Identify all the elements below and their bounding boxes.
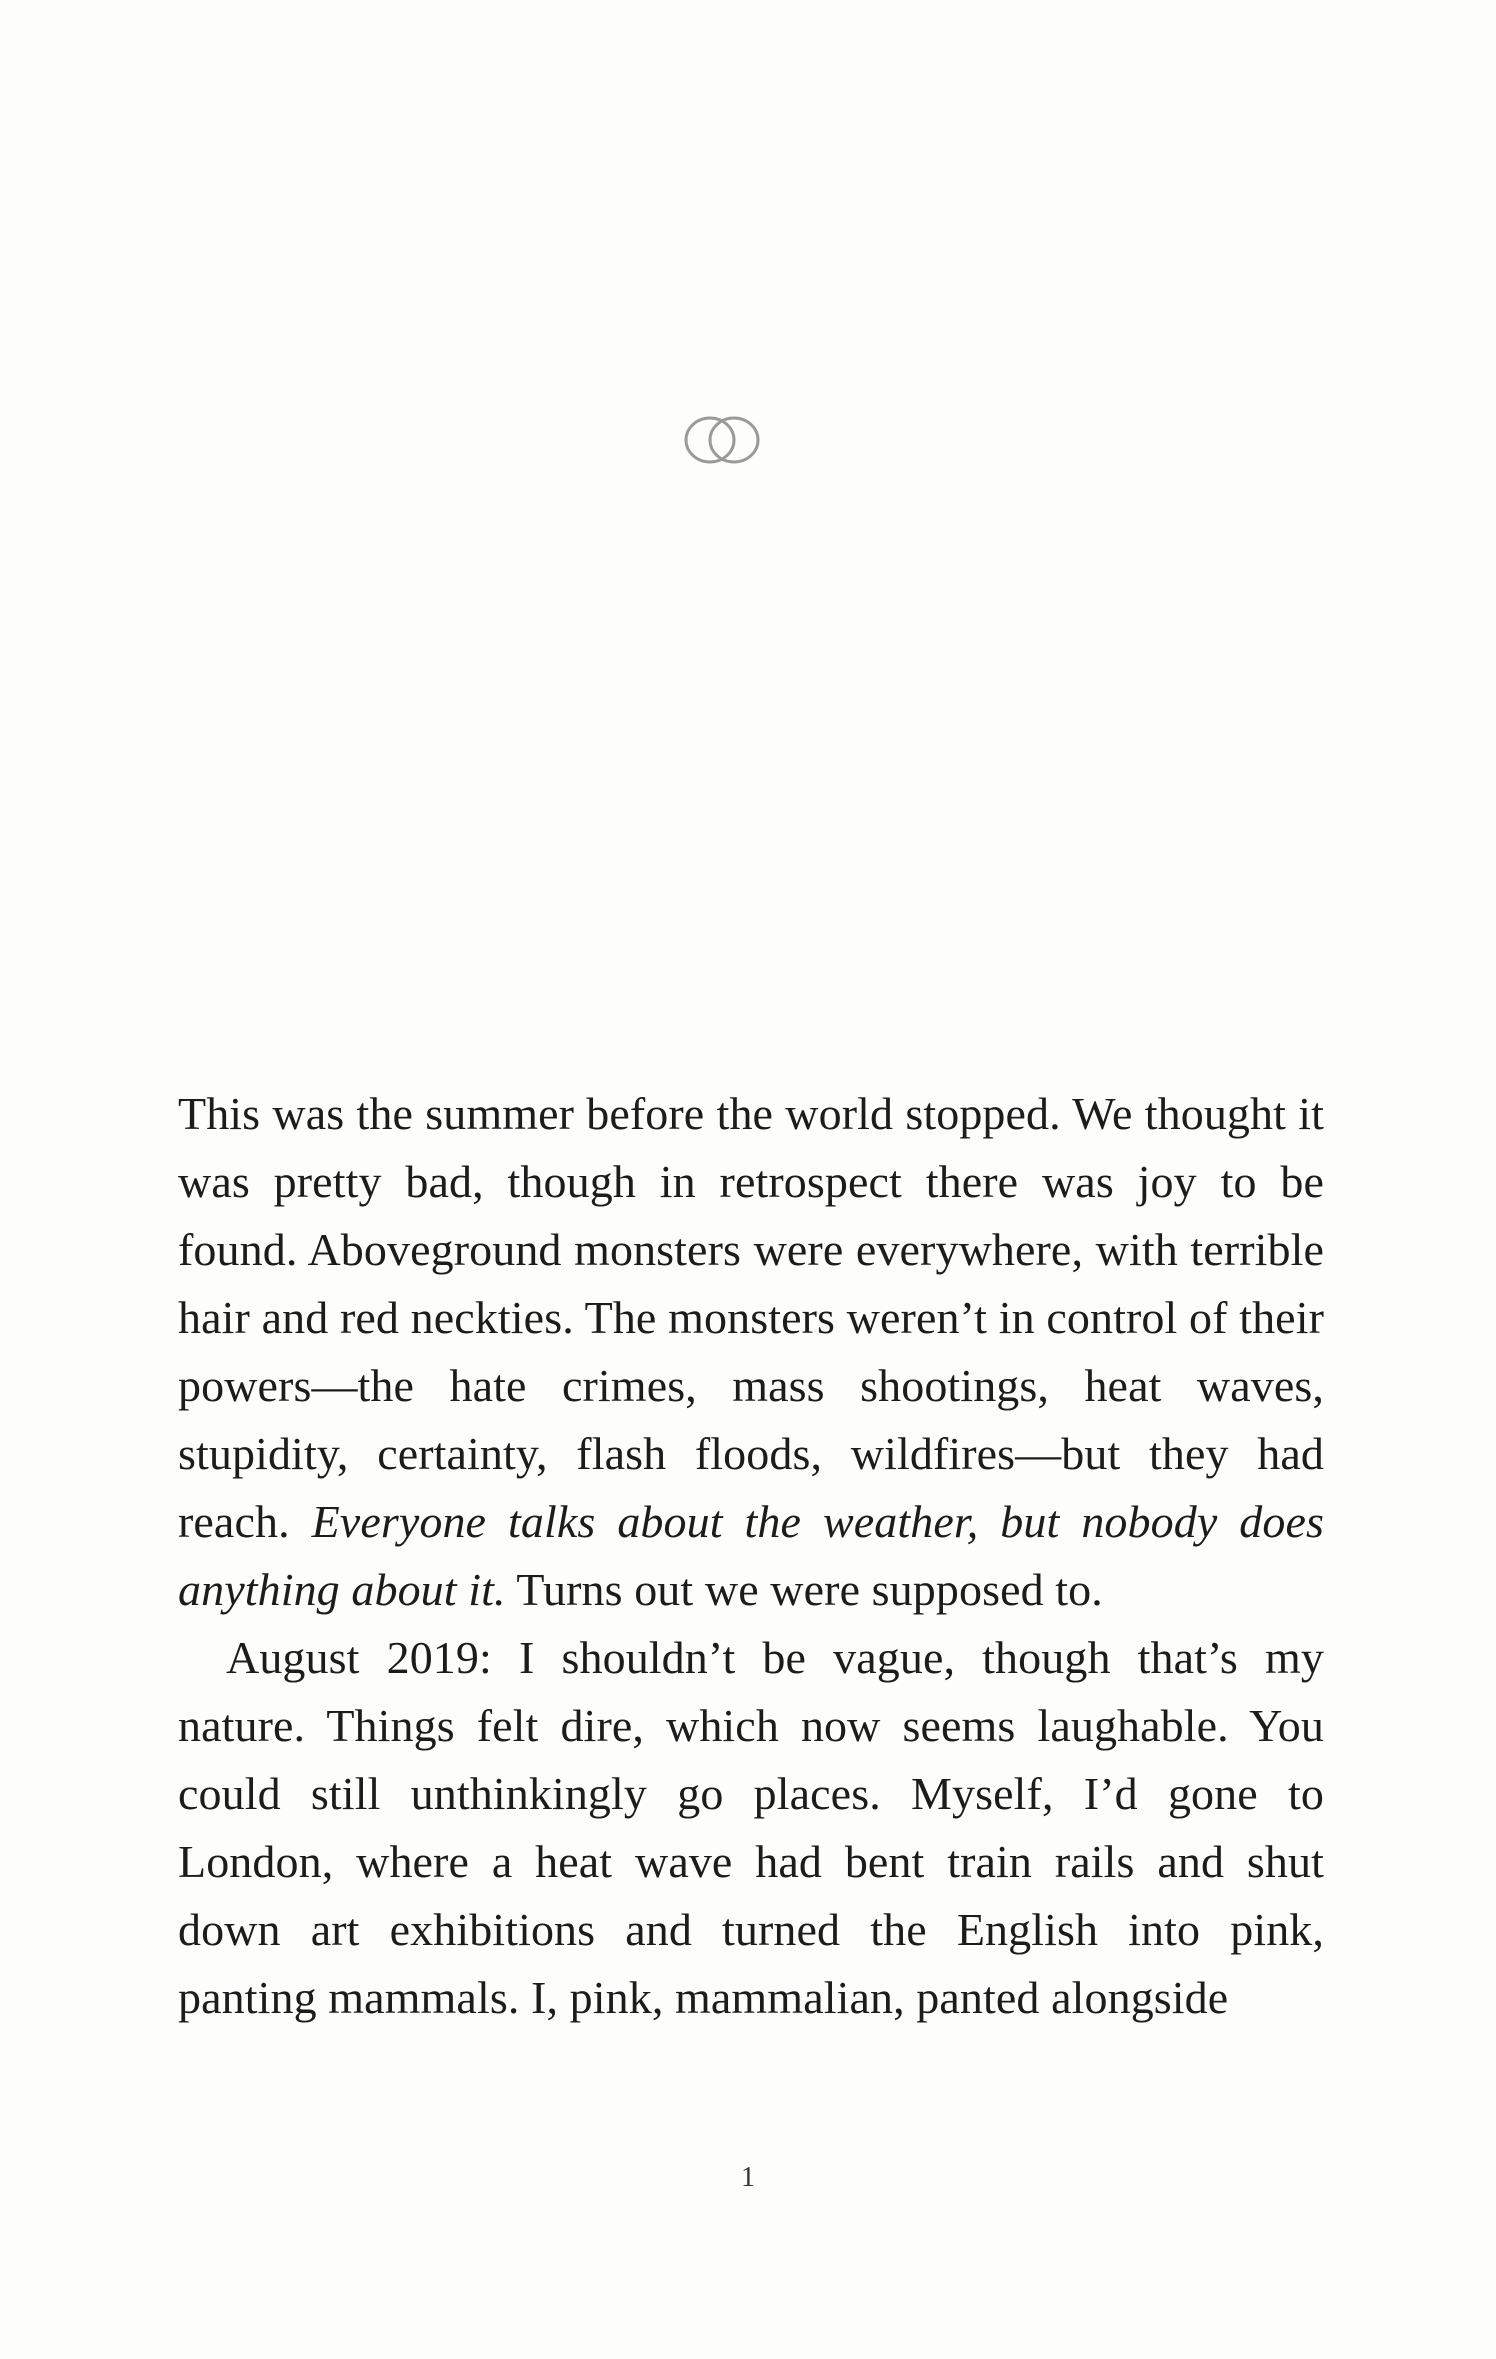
paragraph-2 [178, 1624, 1324, 2032]
paragraph-1-text: This was the summer before the world stopped. We thought it was pretty bad, though in retrospect there was joy to be found. Aboveground monsters were everywhere, with terrible hair and red neckties. The monsters weren’t in control of their powers—the hate crimes, mass shootings, heat waves, stupidity, certainty, flash floods, wildfires—but they had reach. [178, 1088, 1324, 1547]
paragraph-1-tail: Turns out we were supposed to. [505, 1564, 1103, 1615]
page-number: 1 [741, 2162, 755, 2193]
paragraph-1 [178, 1080, 1324, 1624]
chapter-body-text [178, 1080, 1324, 2032]
paragraph-1-italic-quote: Everyone talks about the weather, but nobody does anything about it. [178, 1496, 1324, 1615]
interlocking-rings-icon [668, 400, 778, 480]
paragraph-2-text: August 2019: I shouldn’t be vague, though that’s my nature. Things felt dire, which now seems laughable. You could still unthinkingly go places. Myself, I’d gone to London, where a heat wave had bent train rails and shut down art exhibitions and turned the English into pink, panting mammals. I, pink, mammalian, panted alongside [178, 1632, 1324, 2023]
